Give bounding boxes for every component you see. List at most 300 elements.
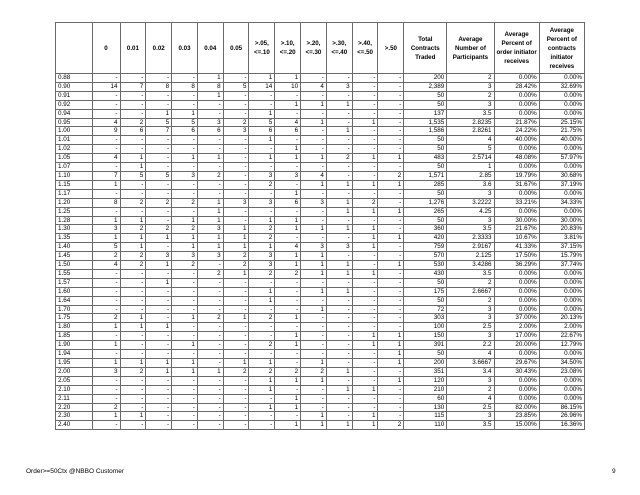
table-cell: 1 <box>172 314 198 323</box>
table-row <box>56 74 585 83</box>
table-cell: 2 <box>92 314 120 323</box>
column-header: Average Number of Participants <box>447 23 494 74</box>
table-cell: 150 <box>404 332 447 341</box>
table-cell: - <box>378 252 404 261</box>
table-cell: - <box>378 287 404 296</box>
table-cell: - <box>92 109 120 118</box>
table-cell: - <box>197 296 223 305</box>
table-row <box>56 234 585 243</box>
table-row <box>56 403 585 412</box>
table-cell: 50 <box>404 100 447 109</box>
table-row <box>56 198 585 207</box>
table-cell: 1 <box>352 207 378 216</box>
table-cell: - <box>197 385 223 394</box>
table-cell: 3 <box>197 118 223 127</box>
table-cell: 1 <box>249 385 275 394</box>
table-cell: 1 <box>378 234 404 243</box>
table-cell: - <box>146 394 172 403</box>
table-cell: - <box>172 332 198 341</box>
table-cell: 3.6667 <box>447 359 494 368</box>
table-cell: - <box>378 109 404 118</box>
table-cell: 40.00% <box>494 136 539 145</box>
page-number: 9 <box>612 468 616 475</box>
table-cell: 3 <box>92 367 120 376</box>
table-row <box>56 145 585 154</box>
table-cell: - <box>172 412 198 421</box>
table-cell: 1 <box>172 359 198 368</box>
table-cell: 1 <box>275 341 301 350</box>
table-cell: 1 <box>378 341 404 350</box>
table-cell: - <box>378 198 404 207</box>
table-cell: 30.00% <box>494 216 539 225</box>
table-cell: - <box>223 207 249 216</box>
table-header-row <box>56 23 585 74</box>
table-cell: 28.42% <box>494 82 539 91</box>
table-cell: - <box>378 127 404 136</box>
table-cell: 1 <box>197 367 223 376</box>
table-cell: 2 <box>352 198 378 207</box>
table-cell: - <box>352 74 378 83</box>
table-cell: - <box>120 100 146 109</box>
table-cell: 5 <box>146 118 172 127</box>
table-cell: 2.5 <box>447 403 494 412</box>
row-label-cell: 1.50 <box>56 261 93 270</box>
table-cell: - <box>352 394 378 403</box>
table-row <box>56 127 585 136</box>
table-cell: - <box>352 287 378 296</box>
table-cell: - <box>275 412 301 421</box>
table-cell: - <box>172 180 198 189</box>
table-cell: 86.15% <box>539 403 584 412</box>
row-label-cell: 1.02 <box>56 145 93 154</box>
table-cell: 2 <box>197 314 223 323</box>
table-cell: - <box>172 189 198 198</box>
table-cell: 30.00% <box>539 216 584 225</box>
table-cell: 3.5 <box>447 225 494 234</box>
table-cell: - <box>249 350 275 359</box>
table-cell: 1 <box>352 225 378 234</box>
table-cell: - <box>146 100 172 109</box>
table-cell: 285 <box>404 180 447 189</box>
table-cell: 0.00% <box>539 305 584 314</box>
table-cell: - <box>301 136 327 145</box>
table-cell: 1 <box>352 332 378 341</box>
table-cell: 20.83% <box>539 225 584 234</box>
table-cell: 0.00% <box>539 74 584 83</box>
table-cell: - <box>120 109 146 118</box>
table-cell: 2.6667 <box>447 287 494 296</box>
table-cell: 23.08% <box>539 367 584 376</box>
table-cell: 24.22% <box>494 127 539 136</box>
row-label-cell: 2.00 <box>56 367 93 376</box>
table-cell: - <box>378 394 404 403</box>
table-row <box>56 269 585 278</box>
table-cell: - <box>378 225 404 234</box>
table-cell: 1 <box>172 234 198 243</box>
table-cell: - <box>223 421 249 430</box>
table-cell: - <box>146 412 172 421</box>
table-cell: 100 <box>404 323 447 332</box>
table-cell: 41.33% <box>494 243 539 252</box>
table-cell: - <box>352 100 378 109</box>
table-cell: - <box>326 278 352 287</box>
table-cell: 3 <box>197 252 223 261</box>
table-cell: 2.3333 <box>447 234 494 243</box>
table-cell: - <box>378 243 404 252</box>
table-cell: 30.43% <box>494 367 539 376</box>
table-cell: - <box>197 189 223 198</box>
table-cell: 7 <box>146 127 172 136</box>
table-cell: - <box>326 341 352 350</box>
table-cell: 5 <box>172 118 198 127</box>
table-cell: - <box>326 74 352 83</box>
table-cell: 1 <box>275 145 301 154</box>
table-cell: - <box>146 305 172 314</box>
table-cell: 3 <box>447 332 494 341</box>
table-cell: 570 <box>404 252 447 261</box>
table-cell: 1 <box>120 216 146 225</box>
table-cell: 530 <box>404 261 447 270</box>
table-cell: - <box>249 207 275 216</box>
table-row <box>56 216 585 225</box>
row-label-cell: 1.80 <box>56 323 93 332</box>
table-cell: - <box>197 136 223 145</box>
table-cell: - <box>301 385 327 394</box>
table-cell: 2 <box>120 198 146 207</box>
table-cell: 3 <box>447 412 494 421</box>
table-row <box>56 154 585 163</box>
table-cell: - <box>146 91 172 100</box>
table-row <box>56 118 585 127</box>
table-cell: 3.4286 <box>447 261 494 270</box>
table-cell: - <box>301 216 327 225</box>
table-cell: - <box>223 287 249 296</box>
table-cell: 0.00% <box>539 296 584 305</box>
table-cell: 3 <box>172 252 198 261</box>
table-cell: - <box>92 332 120 341</box>
table-cell: 1 <box>197 154 223 163</box>
table-cell: 1 <box>275 376 301 385</box>
table-cell: - <box>352 91 378 100</box>
table-cell: - <box>378 269 404 278</box>
table-cell: - <box>275 359 301 368</box>
table-cell: - <box>249 394 275 403</box>
table-cell: - <box>249 412 275 421</box>
table-cell: 1 <box>172 154 198 163</box>
table-cell: - <box>378 323 404 332</box>
table-row <box>56 225 585 234</box>
table-cell: 0.00% <box>494 305 539 314</box>
column-header: >.30, <=.40 <box>326 23 352 74</box>
table-cell: 1 <box>249 376 275 385</box>
table-cell: - <box>378 412 404 421</box>
table-cell: - <box>249 278 275 287</box>
table-cell: - <box>120 180 146 189</box>
table-cell: 6 <box>249 127 275 136</box>
table-cell: - <box>378 118 404 127</box>
table-cell: 1 <box>326 100 352 109</box>
row-label-cell: 0.94 <box>56 109 93 118</box>
table-cell: 0.00% <box>539 394 584 403</box>
table-cell: 14 <box>249 82 275 91</box>
table-cell: - <box>326 314 352 323</box>
table-cell: 6 <box>172 127 198 136</box>
table-cell: 2 <box>172 198 198 207</box>
table-cell: 2 <box>120 252 146 261</box>
table-cell: 0.00% <box>539 269 584 278</box>
table-cell: 8 <box>172 82 198 91</box>
table-cell: 1 <box>378 207 404 216</box>
table-cell: 17.00% <box>494 332 539 341</box>
table-cell: 1 <box>275 154 301 163</box>
table-cell: 1 <box>120 243 146 252</box>
table-cell: 1 <box>326 385 352 394</box>
table-cell: - <box>172 145 198 154</box>
table-cell: 1 <box>352 341 378 350</box>
table-cell: - <box>172 421 198 430</box>
table-cell: 1 <box>249 74 275 83</box>
column-header: 0.03 <box>172 23 198 74</box>
table-cell: - <box>172 394 198 403</box>
table-cell: - <box>249 100 275 109</box>
table-cell: - <box>378 145 404 154</box>
table-cell: 110 <box>404 421 447 430</box>
table-cell: 1 <box>275 403 301 412</box>
table-cell: 1 <box>146 261 172 270</box>
table-cell: - <box>378 189 404 198</box>
table-cell: - <box>197 350 223 359</box>
table-cell: - <box>172 91 198 100</box>
table-cell: - <box>92 189 120 198</box>
table-cell: - <box>146 269 172 278</box>
table-cell: 3.5 <box>447 109 494 118</box>
table-cell: 0.00% <box>539 91 584 100</box>
table-cell: 29.67% <box>494 359 539 368</box>
table-cell: - <box>92 145 120 154</box>
table-cell: 2 <box>249 269 275 278</box>
table-cell: 1 <box>275 332 301 341</box>
table-cell: 40.00% <box>539 136 584 145</box>
table-cell: 50 <box>404 91 447 100</box>
table-cell: 420 <box>404 234 447 243</box>
table-cell: 2 <box>275 367 301 376</box>
table-cell: 50 <box>404 145 447 154</box>
row-label-cell: 1.90 <box>56 341 93 350</box>
table-cell: 0.00% <box>539 376 584 385</box>
table-cell: 1 <box>92 234 120 243</box>
table-cell: 360 <box>404 225 447 234</box>
table-cell: - <box>352 305 378 314</box>
table-cell: - <box>172 305 198 314</box>
table-cell: - <box>172 100 198 109</box>
table-cell: 2 <box>447 91 494 100</box>
table-cell: 1 <box>249 216 275 225</box>
table-cell: 483 <box>404 154 447 163</box>
table-cell: 2.9167 <box>447 243 494 252</box>
table-row <box>56 412 585 421</box>
table-cell: 1 <box>352 412 378 421</box>
table-cell: 1 <box>197 234 223 243</box>
table-cell: 1 <box>378 359 404 368</box>
row-label-cell: 1.75 <box>56 314 93 323</box>
table-cell: 8 <box>92 198 120 207</box>
row-label-cell: 0.91 <box>56 91 93 100</box>
table-cell: 0.00% <box>494 163 539 172</box>
table-cell: 30.68% <box>539 171 584 180</box>
table-cell: - <box>326 171 352 180</box>
table-cell: - <box>352 359 378 368</box>
table-cell: - <box>301 323 327 332</box>
table-cell: - <box>197 359 223 368</box>
table-cell: 1 <box>326 367 352 376</box>
table-cell: 430 <box>404 269 447 278</box>
table-cell: 2 <box>146 225 172 234</box>
table-cell: - <box>92 100 120 109</box>
table-cell: 37.15% <box>539 243 584 252</box>
table-cell: 1 <box>146 359 172 368</box>
table-cell: - <box>92 278 120 287</box>
table-cell: - <box>92 269 120 278</box>
column-header <box>56 23 93 74</box>
table-cell: 3 <box>447 189 494 198</box>
table-cell: - <box>172 350 198 359</box>
table-cell: - <box>146 332 172 341</box>
table-cell: 2 <box>447 296 494 305</box>
table-cell: 1 <box>120 314 146 323</box>
table-cell: 8 <box>197 82 223 91</box>
table-cell: 6 <box>275 198 301 207</box>
table-cell: 3 <box>326 243 352 252</box>
row-label-cell: 1.25 <box>56 207 93 216</box>
table-cell: 5 <box>447 145 494 154</box>
table-cell: 21.87% <box>494 118 539 127</box>
table-row <box>56 136 585 145</box>
table-cell: - <box>172 207 198 216</box>
table-cell: - <box>197 421 223 430</box>
table-cell: 12.79% <box>539 341 584 350</box>
table-cell: 0.00% <box>539 163 584 172</box>
table-cell: 1 <box>275 252 301 261</box>
table-cell: - <box>120 91 146 100</box>
table-cell: - <box>146 154 172 163</box>
table-cell: - <box>172 74 198 83</box>
table-cell: - <box>326 359 352 368</box>
row-label-cell: 1.00 <box>56 127 93 136</box>
table-cell: - <box>197 332 223 341</box>
table-cell: 5 <box>120 171 146 180</box>
table-cell: 0.00% <box>494 189 539 198</box>
table-cell: - <box>223 385 249 394</box>
table-cell: 1 <box>301 154 327 163</box>
data-table <box>55 22 585 430</box>
row-label-cell: 1.45 <box>56 252 93 261</box>
table-cell: 1 <box>249 296 275 305</box>
table-cell: - <box>223 341 249 350</box>
table-cell: - <box>301 189 327 198</box>
table-cell: - <box>172 323 198 332</box>
table-cell: - <box>301 74 327 83</box>
table-cell: - <box>301 350 327 359</box>
table-cell: 1 <box>92 359 120 368</box>
table-row <box>56 278 585 287</box>
table-cell: 4 <box>447 350 494 359</box>
table-cell: - <box>275 207 301 216</box>
table-cell: 2 <box>378 421 404 430</box>
table-cell: - <box>301 296 327 305</box>
table-cell: 1 <box>223 225 249 234</box>
table-cell: 1 <box>326 127 352 136</box>
table-cell: - <box>92 287 120 296</box>
table-cell: - <box>275 234 301 243</box>
table-cell: - <box>197 163 223 172</box>
table-cell: - <box>378 216 404 225</box>
table-cell: 1 <box>301 252 327 261</box>
table-cell: 2 <box>172 225 198 234</box>
table-cell: - <box>378 74 404 83</box>
table-cell: 1 <box>92 216 120 225</box>
table-cell: 3 <box>249 198 275 207</box>
table-cell: - <box>197 341 223 350</box>
table-cell: 21.75% <box>539 127 584 136</box>
table-cell: 2 <box>92 403 120 412</box>
table-cell: - <box>352 189 378 198</box>
table-cell: 175 <box>404 287 447 296</box>
table-cell: 4 <box>275 243 301 252</box>
table-cell: - <box>352 163 378 172</box>
table-cell: 1 <box>172 216 198 225</box>
table-cell: 20.13% <box>539 314 584 323</box>
table-cell: - <box>326 118 352 127</box>
table-cell: 15.00% <box>494 421 539 430</box>
table-cell: 1 <box>249 109 275 118</box>
table-cell: 0.00% <box>494 91 539 100</box>
table-cell: - <box>197 305 223 314</box>
table-cell: - <box>172 278 198 287</box>
table-cell: 1 <box>447 163 494 172</box>
table-cell: - <box>172 385 198 394</box>
table-cell: 1 <box>352 234 378 243</box>
table-cell: 3.5 <box>447 421 494 430</box>
table-cell: - <box>120 287 146 296</box>
table-cell: - <box>120 332 146 341</box>
table-cell: 2 <box>120 367 146 376</box>
table-cell: - <box>352 350 378 359</box>
table-cell: - <box>92 91 120 100</box>
column-header: Total Contracts Traded <box>404 23 447 74</box>
table-cell: - <box>120 341 146 350</box>
table-cell: - <box>326 376 352 385</box>
table-cell: - <box>223 180 249 189</box>
row-label-cell: 1.85 <box>56 332 93 341</box>
table-cell: - <box>92 385 120 394</box>
table-cell: 2 <box>301 367 327 376</box>
table-cell: 3.2222 <box>447 198 494 207</box>
table-cell: - <box>275 109 301 118</box>
table-cell: 0.00% <box>494 350 539 359</box>
table-cell: 2 <box>92 252 120 261</box>
row-label-cell: 0.92 <box>56 100 93 109</box>
row-label-cell: 2.20 <box>56 403 93 412</box>
table-cell: 1 <box>301 305 327 314</box>
table-cell: - <box>223 74 249 83</box>
table-cell: 5 <box>146 171 172 180</box>
table-cell: 1 <box>352 154 378 163</box>
table-cell: - <box>249 332 275 341</box>
table-cell: 1 <box>326 180 352 189</box>
table-cell: - <box>378 136 404 145</box>
table-cell: - <box>275 136 301 145</box>
table-cell: 1 <box>275 189 301 198</box>
